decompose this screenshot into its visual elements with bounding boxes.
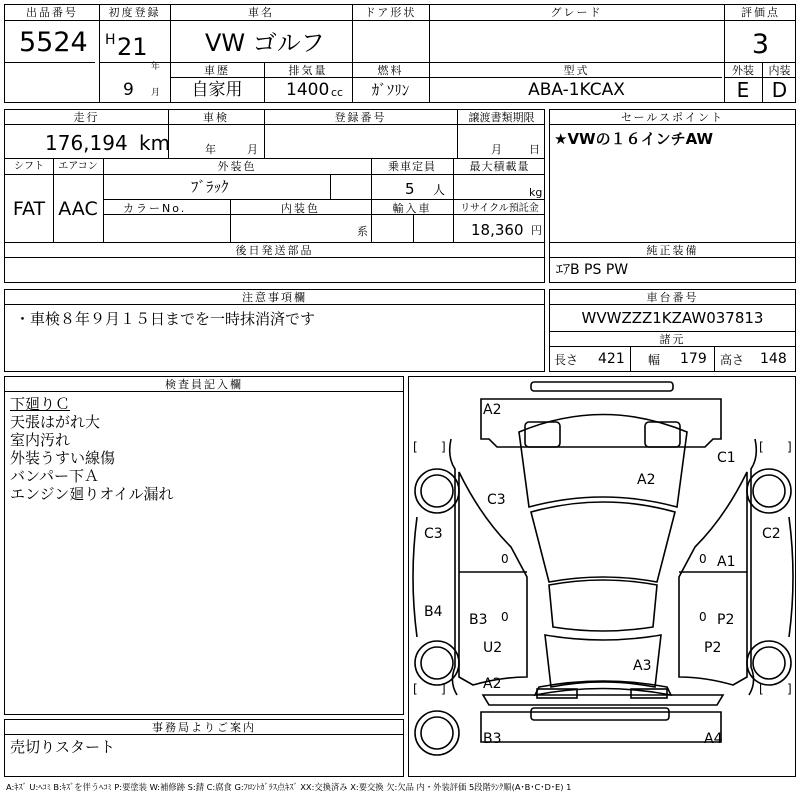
damage-mark: C3 — [487, 492, 506, 508]
damage-mark: A2 — [483, 676, 502, 692]
car-name-label: 車名 — [248, 6, 274, 19]
displacement-label: 排気量 — [288, 64, 328, 77]
color-value: ﾌﾞﾗｯｸ — [191, 178, 229, 196]
mileage-label: 走行 — [73, 111, 100, 124]
color-label: 外装色 — [217, 160, 257, 173]
model-value: ABA-1KCAX — [528, 80, 625, 100]
chassis-label: 車台番号 — [646, 291, 699, 304]
notice-text: ・車検８年９月１５日までを一時抹消済です — [15, 310, 316, 328]
details-box — [4, 109, 545, 283]
ac-label: エアコン — [58, 161, 98, 172]
equipment-text: ｴｱB PS PW — [556, 262, 629, 278]
damage-mark: B3 — [483, 731, 502, 747]
damage-mark: A2 — [483, 402, 502, 418]
first-reg-label: 初度登録 — [108, 6, 161, 19]
fuel-value: ｶﾞｿﾘﾝ — [371, 81, 410, 99]
legend: A:ｷｽﾞ U:ﾍｺﾐ B:ｷｽﾞを伴うﾍｺﾐ P:要塗装 W:補修跡 S:錆 C:腐食 G:ﾌﾛﾝﾄｶﾞﾗｽ点ｷｽﾞ XX:交換済み X:要交換 欠:欠品 内・外装評価 5段階ﾗﾝｸ順(A･B･C･D･E) 1 — [6, 782, 572, 792]
interior-grade: D — [771, 78, 788, 102]
reg-no-label: 登録番号 — [334, 111, 387, 124]
displacement-value: 1400 — [286, 80, 330, 100]
capacity-unit: 人 — [433, 183, 446, 197]
inspection-year-unit: 年 — [205, 143, 216, 156]
lot-number: 5524 — [19, 27, 88, 58]
shift-label: シフト — [14, 161, 44, 172]
capacity-label: 乗車定員 — [388, 160, 436, 173]
score-label: 評価点 — [741, 6, 780, 19]
parts-label: 後日発送部品 — [235, 244, 314, 257]
door-label: ドア形状 — [364, 6, 417, 19]
office-box — [4, 719, 404, 777]
damage-mark: A3 — [633, 658, 652, 674]
zero-mark: 0 — [699, 610, 707, 624]
notice-box — [4, 289, 545, 372]
bracket-mark: [ — [759, 682, 764, 696]
damage-mark: A1 — [717, 554, 736, 570]
bracket-mark: [ — [759, 440, 764, 454]
damage-mark: B4 — [424, 604, 443, 620]
capacity-value: 5 — [405, 180, 415, 198]
notice-label: 注意事項欄 — [242, 291, 307, 304]
inspector-line: 天張はがれ大 — [10, 413, 101, 431]
load-unit: kg — [529, 186, 543, 199]
first-reg-year: 21 — [117, 33, 148, 61]
shift-value: FAT — [12, 198, 46, 220]
zero-mark: 0 — [699, 552, 707, 566]
grade-label: グレード — [550, 6, 603, 19]
bracket-mark: ] — [441, 440, 446, 454]
inspector-line: バンパー下Ａ — [10, 467, 99, 485]
import-label: 輸入車 — [392, 202, 432, 215]
inspector-notes — [10, 395, 174, 503]
inspector-line: 室内汚れ — [10, 431, 71, 449]
damage-mark: A2 — [637, 472, 656, 488]
bracket-mark: [ — [413, 682, 418, 696]
dims-label: 諸元 — [659, 333, 686, 346]
chassis-number: WVWZZZ1KZAW037813 — [581, 309, 764, 327]
sales-points-text: ★VWの１６インチAW — [554, 130, 714, 148]
interior-color-unit: 系 — [357, 225, 368, 238]
office-label: 事務局よりご案内 — [152, 721, 256, 734]
year-unit: 年 — [151, 62, 161, 72]
ac-value: AAC — [58, 198, 98, 220]
lot-label: 出品番号 — [26, 6, 78, 19]
bracket-mark: [ — [413, 440, 418, 454]
inspection-month-unit: 月 — [247, 143, 258, 156]
interior-label: 内装 — [768, 64, 791, 77]
damage-mark: C3 — [424, 526, 443, 542]
bracket-mark: ] — [787, 440, 792, 454]
car-name: VW ゴルフ — [205, 29, 325, 57]
damage-mark: P2 — [717, 612, 735, 628]
damage-mark: C1 — [717, 450, 736, 466]
equipment-label: 純正装備 — [646, 244, 699, 257]
inspector-label: 検査員記入欄 — [165, 378, 243, 391]
displacement-unit: cc — [331, 86, 344, 99]
fuel-label: 燃料 — [377, 64, 404, 77]
recycle-value: 18,360 — [471, 221, 524, 239]
chassis-box — [549, 289, 796, 372]
length-label: 長さ — [554, 353, 579, 367]
zero-mark: 0 — [501, 552, 509, 566]
bracket-mark: ] — [787, 682, 792, 696]
inspection-label: 車検 — [203, 111, 229, 124]
width-label: 幅 — [648, 353, 661, 367]
inspector-line: 下廻りＣ — [10, 395, 71, 413]
height-label: 高さ — [720, 353, 745, 367]
inspector-line: エンジン廻りオイル漏れ — [10, 485, 174, 503]
inspector-box — [4, 376, 404, 715]
width-value: 179 — [680, 351, 707, 367]
transfer-day-unit: 日 — [529, 143, 540, 156]
transfer-label: 譲渡書類期限 — [468, 111, 535, 124]
mileage-unit: km — [139, 131, 171, 155]
damage-mark: C2 — [762, 526, 781, 542]
model-label: 型式 — [563, 64, 590, 77]
bracket-mark: ] — [441, 682, 446, 696]
inspector-line: 外装うすい線傷 — [10, 449, 116, 467]
era: H — [105, 32, 116, 48]
exterior-grade: E — [736, 78, 750, 102]
color-no-label: カラーNo. — [123, 202, 187, 215]
recycle-unit: 円 — [531, 224, 542, 237]
score-value: 3 — [751, 29, 770, 60]
history-value: 自家用 — [191, 80, 243, 100]
history-label: 車歴 — [204, 64, 230, 77]
mileage-value: 176,194 — [45, 131, 128, 155]
header-box — [4, 4, 796, 103]
damage-mark: A4 — [704, 731, 723, 747]
exterior-label: 外装 — [732, 64, 754, 77]
office-text: 売切りスタート — [10, 738, 116, 756]
damage-mark: U2 — [483, 640, 503, 656]
damage-mark: B3 — [469, 612, 488, 628]
load-label: 最大積載量 — [469, 160, 530, 173]
height-value: 148 — [760, 351, 787, 367]
first-reg-month: 9 — [123, 80, 134, 100]
damage-mark: P2 — [704, 640, 722, 656]
interior-color-label: 内装色 — [281, 202, 320, 215]
month-unit: 月 — [151, 88, 161, 98]
sales-points-box — [549, 109, 796, 283]
recycle-label: リサイクル預託金 — [460, 203, 539, 214]
car-damage-diagram — [408, 376, 796, 777]
zero-mark: 0 — [501, 610, 509, 624]
transfer-month-unit: 月 — [491, 143, 502, 156]
length-value: 421 — [598, 351, 625, 367]
sales-points-label: セールスポイント — [620, 111, 724, 124]
